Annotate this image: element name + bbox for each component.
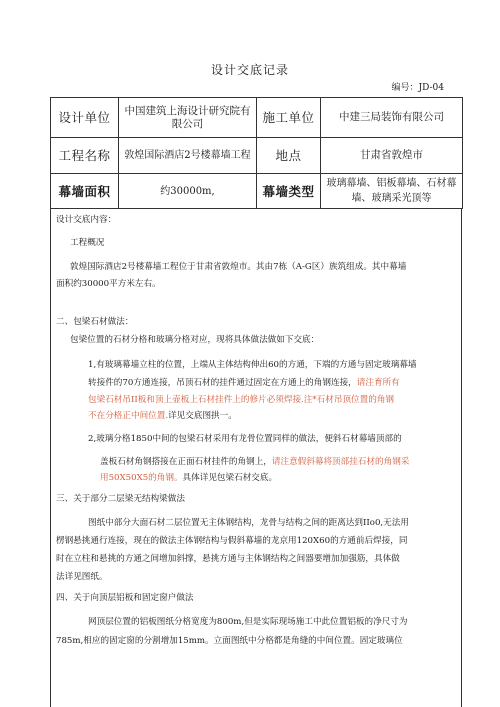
section-3-line: 时在立柱和悬挑的方通之间增加斜撑，悬挑方通与主体钢结构之间器要增加加强筋，具体做 <box>56 554 400 564</box>
construction-unit-value: 中建三局装饰有限公司 <box>321 98 463 138</box>
info-row-project <box>51 138 463 174</box>
section-3-title: 三、关于部分二层梁无结构梁做法 <box>56 494 185 504</box>
section-2-intro: 包梁位置的石材分格和玻璃分格对应，现将具体做法做如下交底： <box>70 335 320 345</box>
design-unit-value: 中国建筑上海设计研究院有限公司 <box>119 98 257 138</box>
info-table <box>50 97 463 209</box>
document-number: 编号：JD-04 <box>391 83 444 93</box>
construction-unit-label: 施工单位 <box>257 98 321 138</box>
section-4-title: 四、关于向顶层铝板和固定窗户做法 <box>56 593 194 603</box>
section-4-line: 785m,相应的固定窗的分割增加15mm。立面图纸中分格都是角缝的中间位置。固定玻璃位 <box>56 636 403 646</box>
overview-line: 敦煌国际酒店2号楼幕墙工程位于甘肃省敦煌市。其由7栋（A-G区）族筑组成。其中幕墙 <box>70 262 407 272</box>
info-row-wall <box>51 174 463 209</box>
location-label: 地点 <box>257 138 321 174</box>
content-heading: 设计交底内容： <box>56 215 117 225</box>
wall-type-value: 玻璃幕墙、铝板幕墙、石材幕墙、玻璃采光顶等 <box>321 174 463 209</box>
section-2-paragraph-line: 不在分格正中间位置.详见交底图拱一。 <box>88 411 237 421</box>
section-2-paragraph-line: 2,玻璃分格1850中间的包梁石材采用有龙骨位置同样的做法，便斜石材幕墙顶部的 <box>88 434 402 444</box>
section-2-paragraph-line: 1,有玻璃幕墙立柱的位置，上端从主体结构伸出60的方通，下端的方通与固定玻璃幕墙 <box>88 360 417 370</box>
section-2-title: 二、包梁石材做法： <box>56 317 134 327</box>
wall-area-label: 幕墙面积 <box>51 174 119 209</box>
section-3-line: 楞钢悬挑通行连接，现在的做法主体钢结构与假斜幕墙的龙京用120X60的方通前后焊接，同 <box>56 536 408 546</box>
section-3-line: 图纸中部分大面石材二层位置无主体钢结构，龙骨与结构之间的距离达到IIo0,无法用 <box>88 518 409 528</box>
project-name-label: 工程名称 <box>51 138 119 174</box>
section-2-paragraph-line: 用50X50X5的角钢。具体详见包梁石材交底。 <box>100 473 278 483</box>
section-2-highlight-line: 包梁石材吊II板和顶上壶板上石材挂件上的修片必须焊接.注*石材吊顶位置的角钢 <box>88 395 395 405</box>
section-3-line: 法详见图纸。 <box>56 572 108 582</box>
location-value: 甘肃省敦煌市 <box>321 138 463 174</box>
info-row-units <box>51 98 463 138</box>
overview-title: 工程概况 <box>70 238 105 248</box>
design-unit-label: 设计单位 <box>51 98 119 138</box>
wall-area-value: 约30000m, <box>119 174 257 209</box>
section-2-paragraph-line: 转接件的70方通连接，吊顶石材的挂件通过固定在方通上的角钢连接，请注育所有 <box>88 378 400 388</box>
overview-line: 面积约30000平方米左右。 <box>56 279 161 289</box>
project-name-value: 敦煌国际酒店2号楼幕墙工程 <box>119 138 257 174</box>
document-title: 设计交底记录 <box>210 63 289 77</box>
section-2-paragraph-line: 盖板石材角钢搭接在正面石材挂件的角钢上，请注意假斜幕将顶部挂石材的角钢采 <box>100 457 410 467</box>
section-4-line: 网顶层位置的铝板图纸分格宽度为800m,但是实际现场施工中此位置铝板的净尺寸为 <box>88 617 408 627</box>
wall-type-label: 幕墙类型 <box>257 174 321 209</box>
